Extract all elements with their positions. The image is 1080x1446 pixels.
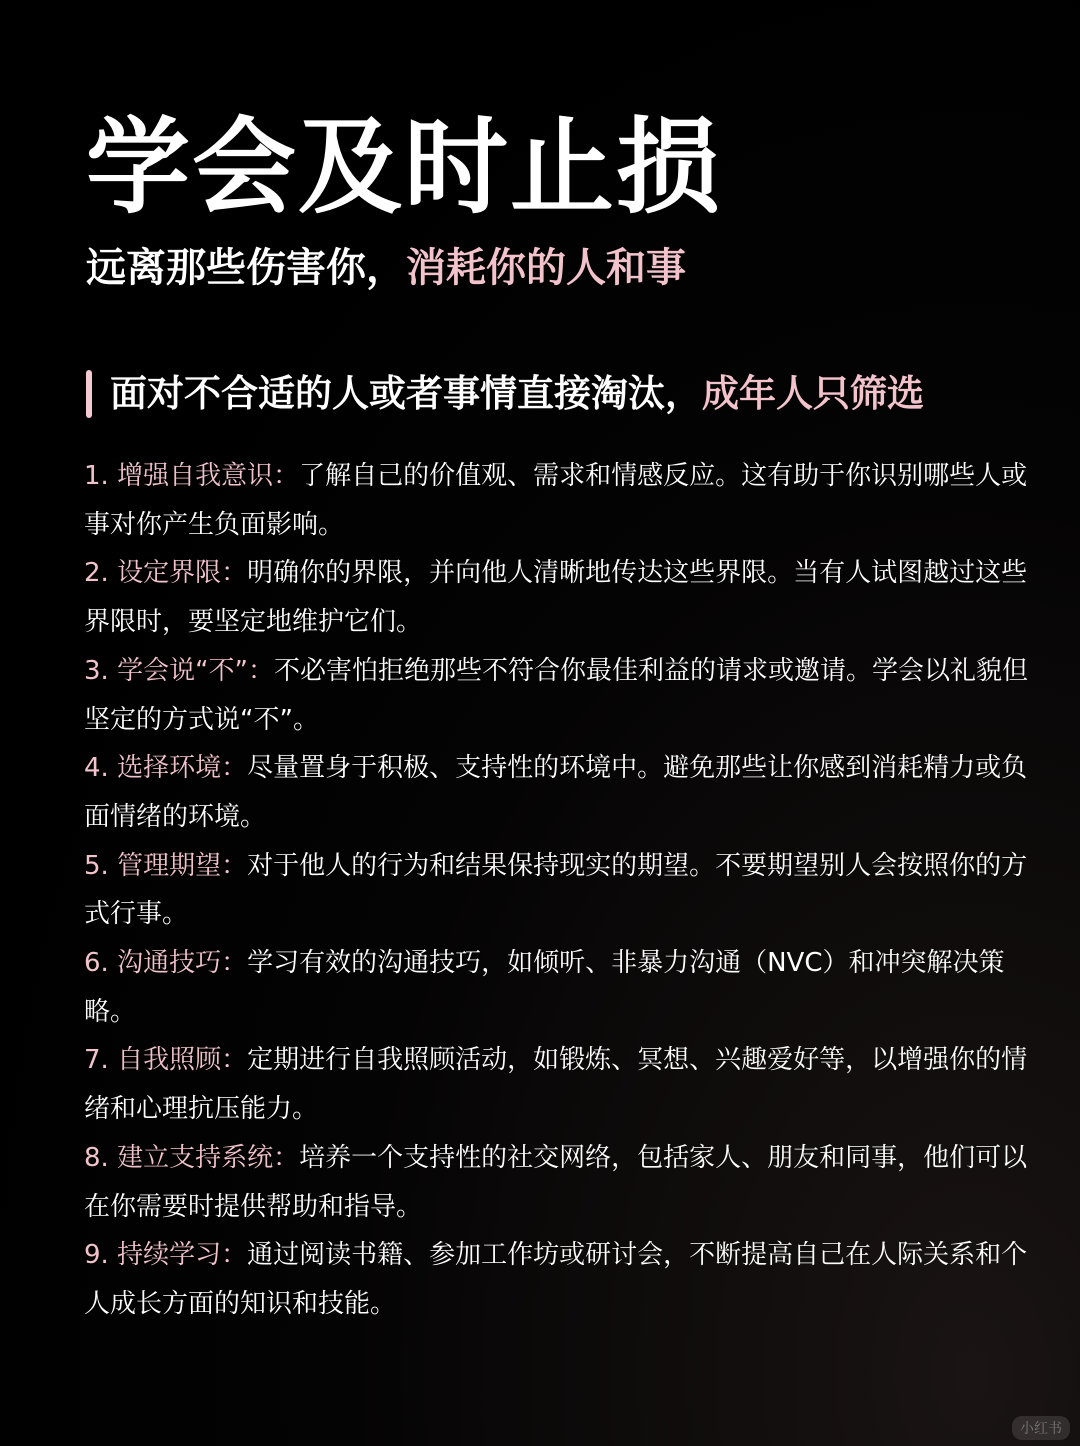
- item-body: 对于他人的行为和结果保持现实的期望。不要期望别人会按照你的方式行事。: [84, 850, 1028, 930]
- item-body: 尽量置身于积极、支持性的环境中。避免那些让你感到消耗精力或负面情绪的环境。: [84, 753, 1028, 832]
- item-body: 明确你的界限，并向他人清晰地传达这些界限。当有人试图越过这些界限时，要坚定地维护它们。: [84, 558, 1028, 638]
- item-body: 了解自己的价值观、需求和情感反应。这有助于你识别哪些人或事对你产生负面影响。: [84, 461, 1028, 540]
- watermark-logo: 小红书: [1012, 1416, 1070, 1440]
- section-heading: [86, 366, 924, 422]
- item-number: 5.: [84, 850, 109, 881]
- list-item: [84, 842, 1046, 939]
- item-lead: 选择环境：: [117, 753, 248, 784]
- item-number: 9.: [84, 1240, 109, 1271]
- item-number: 8.: [84, 1142, 109, 1173]
- list-item: [84, 1134, 1046, 1231]
- list-item: [84, 744, 1046, 841]
- subtitle-part-a: 远离那些伤害你，: [86, 245, 406, 291]
- item-number: 1.: [84, 461, 109, 491]
- page-title: 学会及时止损: [86, 106, 723, 228]
- list-item: [84, 647, 1046, 744]
- section-heading-part-b: 成年人只筛选: [702, 371, 924, 415]
- item-lead: 设定界限：: [117, 558, 248, 589]
- item-number: 2.: [84, 558, 109, 589]
- item-lead: 持续学习：: [117, 1240, 248, 1271]
- item-lead: 管理期望：: [117, 850, 248, 881]
- section-heading-part-a: 面对不合适的人或者事情直接淘汰，: [110, 371, 702, 415]
- tips-list: [84, 452, 1046, 1329]
- item-body: 定期进行自我照顾活动，如锻炼、冥想、兴趣爱好等，以增强你的情绪和心理抗压能力。: [84, 1045, 1028, 1125]
- item-number: 4.: [84, 753, 109, 784]
- subtitle-part-b: 消耗你的人和事: [406, 245, 686, 291]
- list-item: [84, 1231, 1046, 1328]
- list-item: [84, 1036, 1046, 1133]
- item-number: 6.: [84, 948, 109, 979]
- item-lead: 沟通技巧：: [117, 948, 248, 979]
- section-accent-bar: [86, 370, 92, 418]
- list-item: [84, 549, 1046, 646]
- item-body: 不必害怕拒绝那些不符合你最佳利益的请求或邀请。学会以礼貌但坚定的方式说“不”。: [84, 655, 1029, 735]
- item-number: 3.: [84, 655, 109, 686]
- item-lead: 建立支持系统：: [117, 1142, 300, 1173]
- item-number: 7.: [84, 1045, 109, 1076]
- list-item: [84, 452, 1046, 549]
- section-heading-text: [110, 372, 924, 416]
- item-body: 培养一个支持性的社交网络，包括家人、朋友和同事，他们可以在你需要时提供帮助和指导。: [84, 1142, 1028, 1222]
- item-body: 通过阅读书籍、参加工作坊或研讨会，不断提高自己在人际关系和个人成长方面的知识和技能。: [84, 1240, 1028, 1319]
- subtitle: [86, 244, 686, 292]
- item-lead: 自我照顾：: [117, 1045, 248, 1076]
- item-lead: 学会说“不”：: [117, 655, 275, 686]
- list-item: [84, 939, 1046, 1036]
- item-lead: 增强自我意识：: [117, 461, 300, 491]
- item-body: 学习有效的沟通技巧，如倾听、非暴力沟通（NVC）和冲突解决策略。: [84, 948, 1005, 1027]
